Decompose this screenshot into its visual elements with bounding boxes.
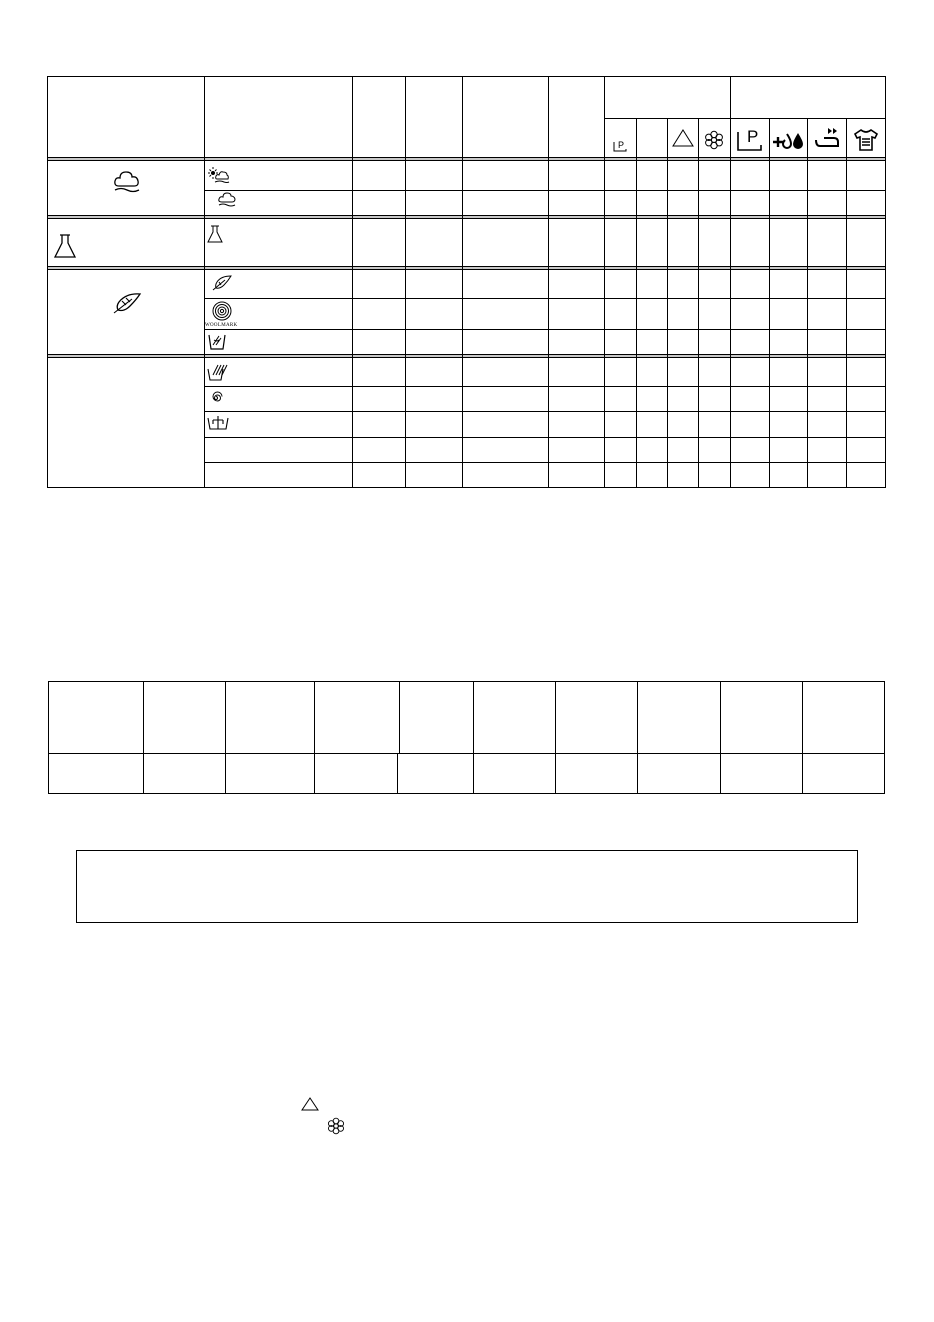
column-line [399, 681, 400, 754]
column-line [352, 76, 353, 488]
row-line [204, 298, 886, 299]
extra-water-icon [772, 131, 804, 151]
prewash-small-icon [612, 138, 628, 154]
column-line [730, 76, 731, 488]
quick-wash-icon [814, 126, 842, 150]
row-line [204, 190, 886, 191]
woolmark-icon [205, 301, 243, 328]
column-line [637, 681, 638, 794]
column-line [807, 118, 808, 488]
spin-icon [208, 390, 224, 406]
column-line [604, 76, 605, 488]
column-line [47, 76, 48, 488]
row-line [204, 462, 886, 463]
prewash-icon [736, 124, 764, 152]
table-border-bottom [47, 487, 886, 488]
drain-icon [207, 415, 229, 431]
delicates-feather-icon [212, 275, 232, 291]
column-line [473, 681, 474, 794]
column-line [720, 681, 721, 794]
handwash-wool-icon [207, 331, 227, 351]
table-border-top [48, 681, 885, 682]
column-line [885, 76, 886, 488]
column-line [884, 681, 885, 794]
delicates-feather-icon [112, 292, 142, 314]
row-line [204, 386, 886, 387]
column-line [314, 681, 315, 794]
column-line [698, 118, 699, 488]
svg-text:P: P [747, 127, 759, 146]
column-line [636, 118, 637, 488]
header-subdivider [605, 118, 886, 119]
column-line [204, 76, 205, 488]
table-border-top [47, 76, 886, 77]
column-line [769, 118, 770, 488]
column-line [225, 681, 226, 794]
softener-flower-icon [704, 130, 724, 150]
column-line [48, 681, 49, 794]
synthetics-flask-icon [207, 225, 223, 243]
bleach-triangle-icon [301, 1097, 319, 1111]
column-line [667, 118, 668, 488]
column-line [462, 76, 463, 488]
group-separator [47, 354, 886, 358]
woolmark-label: WOOLMARK [205, 323, 238, 328]
column-line [846, 118, 847, 488]
group-separator [47, 215, 886, 219]
row-line [204, 437, 886, 438]
cotton-icon [218, 192, 236, 208]
softener-flower-icon [327, 1117, 345, 1135]
group-separator [47, 266, 886, 270]
row-line [48, 753, 885, 754]
column-line [802, 681, 803, 794]
column-line [143, 681, 144, 794]
cotton-eco-icon [208, 167, 230, 185]
group-separator [47, 157, 886, 161]
row-line [204, 411, 886, 412]
cotton-cloud-icon [113, 170, 141, 194]
rinse-icon [207, 363, 229, 381]
synthetics-flask-icon [53, 234, 77, 258]
note-box [76, 850, 858, 923]
easy-iron-shirt-icon [854, 129, 878, 151]
row-line [204, 329, 886, 330]
svg-text:P: P [618, 140, 625, 150]
column-line [548, 76, 549, 488]
table-border-bottom [48, 793, 885, 794]
column-line [555, 681, 556, 794]
column-line [405, 76, 406, 488]
column-line [397, 753, 398, 794]
bleach-triangle-icon [672, 129, 694, 147]
